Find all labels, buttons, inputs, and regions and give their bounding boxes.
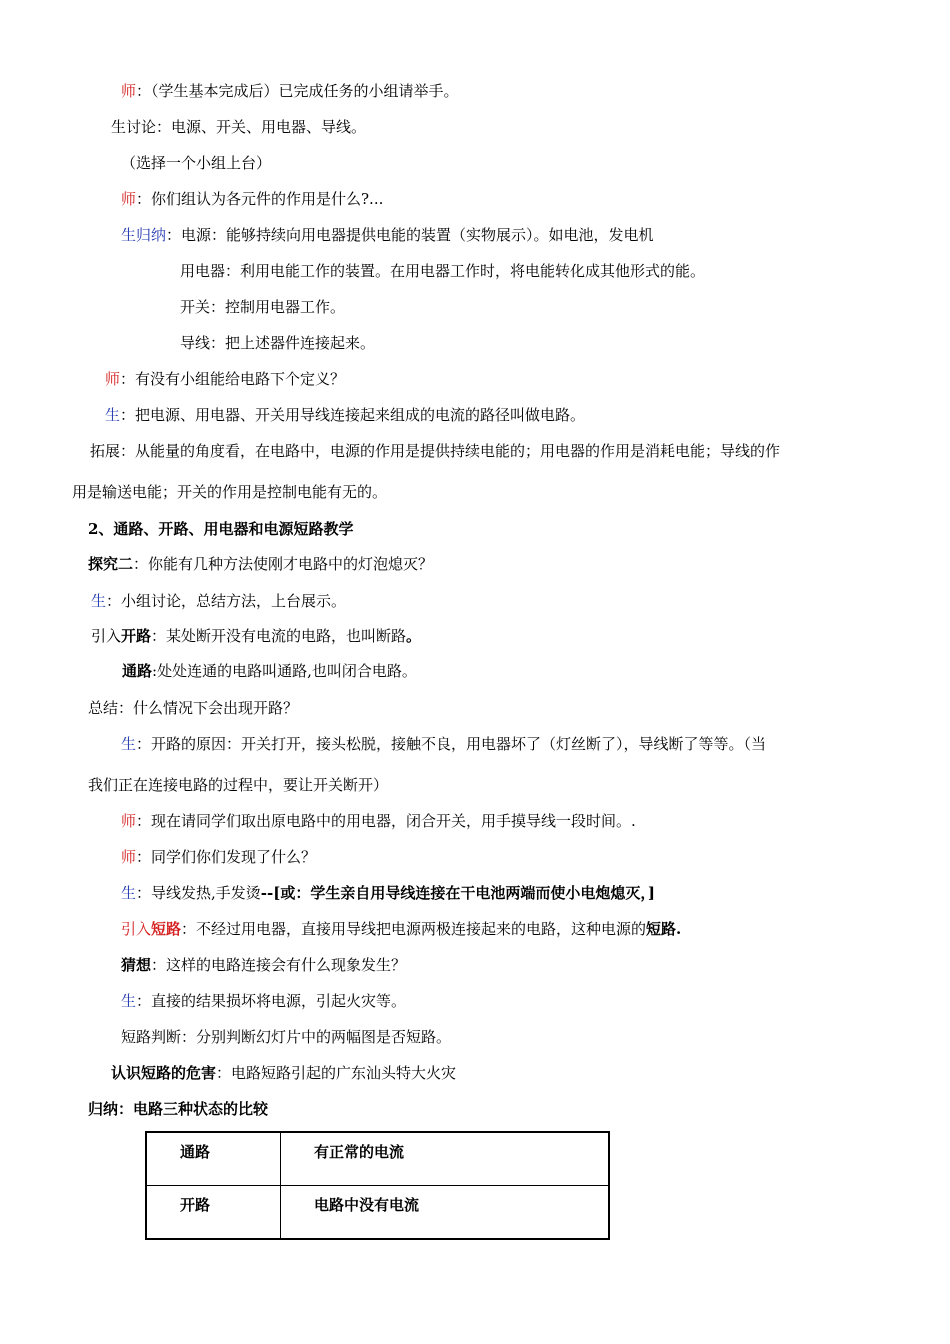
speaker-label: 生	[121, 884, 137, 902]
inquiry-two-line	[88, 553, 433, 575]
student-summary-line	[121, 224, 654, 246]
line-text: ：这样的电路连接会有什么现象发生？	[151, 956, 407, 974]
bold-term: 开路	[121, 627, 152, 645]
short-circuit-danger	[111, 1062, 456, 1084]
bold-label: 猜想	[121, 956, 152, 974]
line-text: ：现在请同学们取出原电路中的用电器，闭合开关，用手摸导线一段时间。.	[136, 812, 636, 830]
line-text: ：电源：能够持续向用电器提供电能的装置（实物展示）。如电池，发电机	[166, 226, 654, 244]
speaker-label: 生	[121, 735, 137, 753]
speaker-label: 生	[91, 592, 107, 610]
comparison-heading	[88, 1098, 268, 1120]
line-text: ：某处断开没有电流的电路，也叫断路	[151, 627, 407, 645]
teacher-line-1	[121, 80, 459, 102]
guess-line	[121, 954, 406, 976]
bold-label: 认识短路的危害	[111, 1064, 217, 1082]
student-discussion-line	[111, 116, 366, 138]
wire-definition	[180, 332, 375, 354]
circuit-definition	[105, 404, 585, 426]
speaker-label: 师	[121, 812, 137, 830]
appliance-definition	[180, 260, 705, 282]
bold-note: --[或：学生亲自用导线连接在干电池两端而使小电炮熄灭，]	[260, 884, 655, 902]
heading-text: 2、通路、开路、用电器和电源短路教学	[88, 520, 354, 538]
speaker-label: 师	[121, 190, 137, 208]
line-text: 短路判断：分别判断幻灯片中的两幅图是否短路。	[121, 1028, 452, 1046]
student-line-damage	[121, 990, 406, 1012]
table-row	[146, 1132, 609, 1186]
section-heading	[88, 518, 353, 540]
speaker-label: 生	[121, 992, 137, 1010]
line-text: ：你能有几种方法使刚才电路中的灯泡熄灭？	[133, 555, 434, 573]
speaker-label: 师	[121, 848, 137, 866]
line-text: 我们正在连接电路的过程中，要让开关断开）	[88, 776, 389, 794]
switch-definition	[180, 296, 345, 318]
line-text: ：不经过用电器，直接用导线把电源两极连接起来的电路，这种电源的	[181, 920, 647, 938]
bold-term: 通路	[122, 662, 153, 680]
extension-line-1	[90, 440, 780, 462]
line-text: 拓展：从能量的角度看，在电路中，电源的作用是提供持续电能的；用电器的作用是消耗电能；导线的作	[90, 442, 781, 460]
description-cell: 电路中没有电流	[281, 1186, 610, 1240]
speaker-label-bold: 短路	[151, 920, 182, 938]
extension-line-2	[72, 481, 387, 503]
line-text: ：导线发热,手发烫	[136, 884, 261, 902]
line-text: ：小组讨论，总结方法，上台展示。	[106, 592, 347, 610]
circuit-state-table	[145, 1131, 610, 1240]
line-text: （选择一个小组上台）	[121, 154, 272, 172]
student-line-wire-hot	[121, 882, 655, 904]
speaker-label: 引入	[121, 920, 152, 938]
line-text: ：（学生基本完成后）已完成任务的小组请举手。	[136, 82, 459, 100]
line-text: ：直接的结果损坏将电源，引起火灾等。	[136, 992, 407, 1010]
closed-circuit-definition	[122, 660, 417, 682]
state-cell: 通路	[146, 1132, 281, 1186]
description-cell: 有正常的电流	[281, 1132, 610, 1186]
speaker-label: 生	[105, 406, 121, 424]
short-circuit-intro	[121, 918, 681, 940]
line-text: ：开路的原因：开关打开，接头松脱，接触不良，用电器坏了（灯丝断了），导线断了等等。（当	[136, 735, 767, 753]
short-circuit-judge	[121, 1026, 451, 1048]
open-circuit-causes-2	[88, 774, 388, 796]
speaker-label: 师	[105, 370, 121, 388]
line-text: ：把电源、用电器、开关用导线连接起来组成的电流的路径叫做电路。	[120, 406, 586, 424]
teacher-line-5	[121, 846, 316, 868]
bold-label: 探究二	[88, 555, 134, 573]
teacher-line-3	[105, 368, 345, 390]
group-select-line	[121, 152, 271, 174]
heading-text: 归纳：电路三种状态的比较	[88, 1100, 269, 1118]
state-cell: 开路	[146, 1186, 281, 1240]
line-text: 生讨论：电源、开关、用电器、导线。	[111, 118, 367, 136]
line-text: 开关：控制用电器工作。	[180, 298, 346, 316]
end-mark: 。	[406, 627, 422, 645]
line-text: ：电路短路引起的广东汕头特大火灾	[216, 1064, 457, 1082]
line-text: 用是输送电能；开关的作用是控制电能有无的。	[72, 483, 388, 501]
open-circuit-intro	[91, 625, 421, 647]
line-text: ：有没有小组能给电路下个定义？	[120, 370, 346, 388]
teacher-line-4	[121, 810, 636, 832]
line-text: 总结：什么情况下会出现开路？	[88, 699, 299, 717]
prefix-text: 引入	[91, 627, 122, 645]
speaker-label: 生归纳	[121, 226, 167, 244]
line-text: 用电器：利用电能工作的装置。在用电器工作时，将电能转化成其他形式的能。	[180, 262, 706, 280]
open-circuit-causes-1	[121, 733, 766, 755]
line-text: 导线：把上述器件连接起来。	[180, 334, 376, 352]
speaker-label: 师	[121, 82, 137, 100]
line-text: :处处连通的电路叫通路,也叫闭合电路。	[152, 662, 417, 680]
student-line-discuss	[91, 590, 346, 612]
teacher-line-2	[121, 188, 383, 210]
summary-question	[88, 697, 298, 719]
bold-term: 短路.	[646, 920, 682, 938]
table-row	[146, 1186, 609, 1240]
line-text: ：同学们你们发现了什么？	[136, 848, 317, 866]
line-text: ：你们组认为各元件的作用是什么?...	[136, 190, 384, 208]
